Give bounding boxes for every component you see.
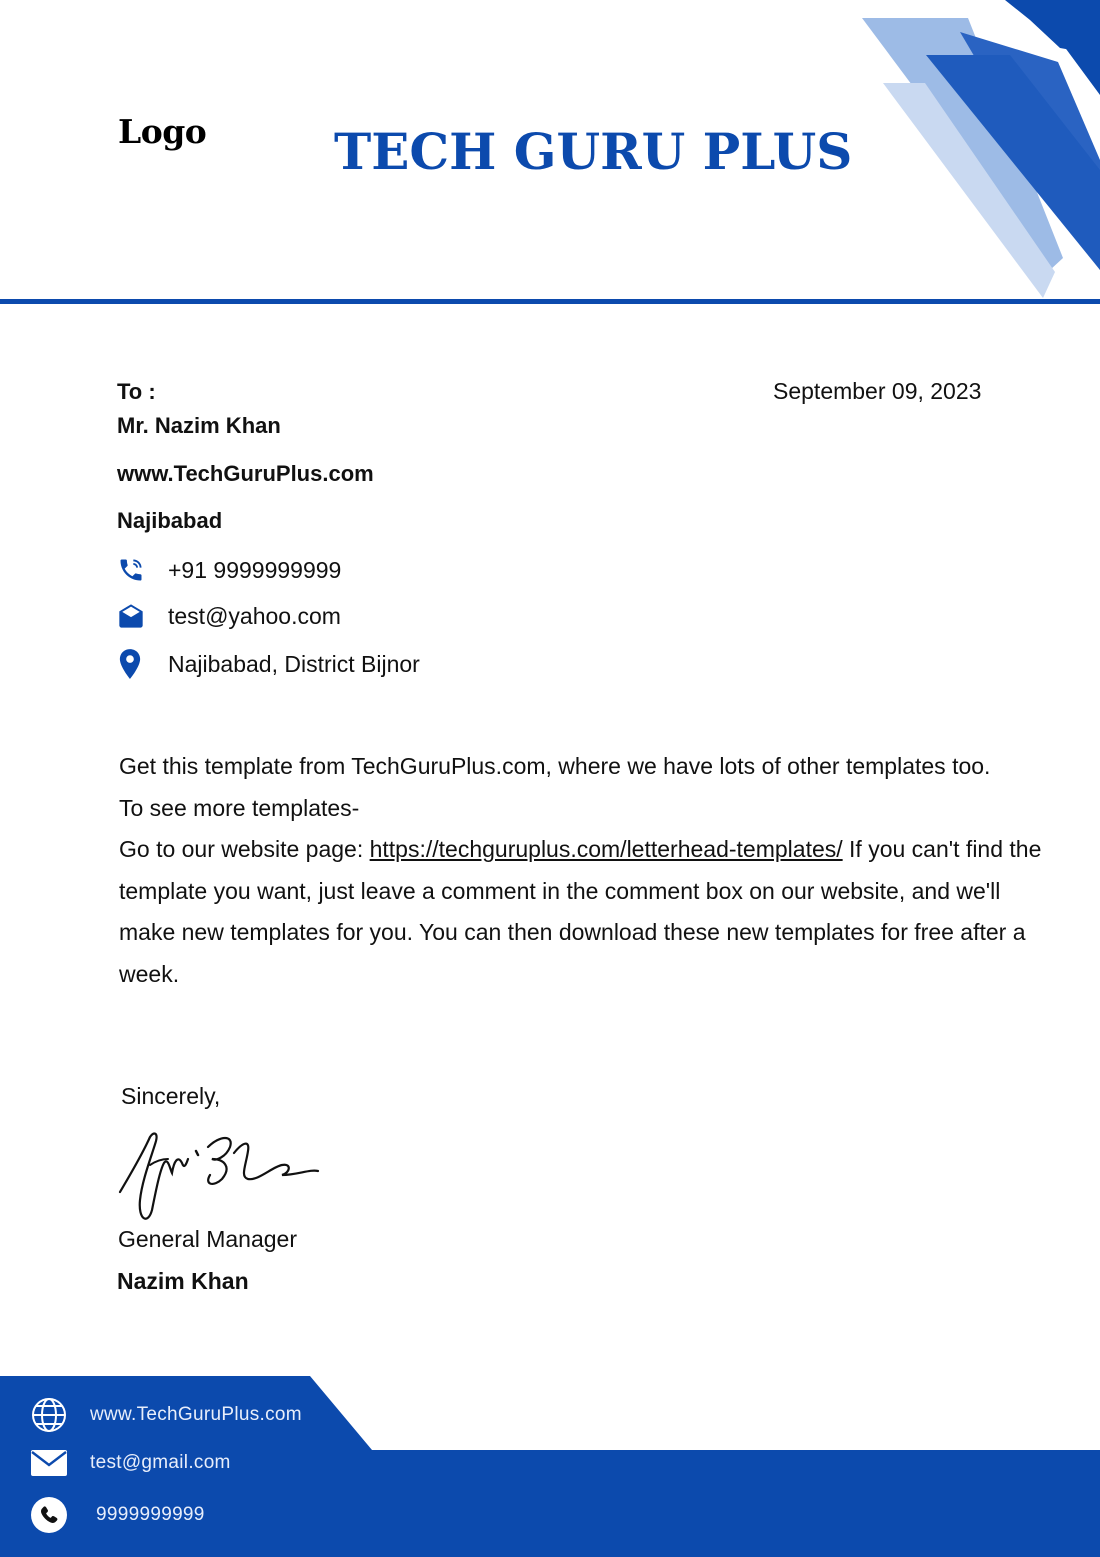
body-line-2: To see more templates- [119,794,360,821]
letter-date: September 09, 2023 [773,378,982,404]
contact-address-row [117,648,420,680]
signer-name: Nazim Khan [117,1268,249,1294]
body-paragraph [119,829,1049,995]
contact-email: test@yahoo.com [168,602,341,629]
signature [112,1125,327,1230]
phone-icon [117,555,145,585]
footer-email: test@gmail.com [90,1452,231,1473]
footer-website: www.TechGuruPlus.com [90,1404,302,1425]
contact-email-row [117,600,341,632]
body-line-3-prefix: Go to our website page: [119,836,370,862]
footer-website-row [30,1395,302,1435]
envelope-icon [30,1444,68,1482]
contact-address: Najibabad, District Bijnor [168,650,420,677]
body-line-3-suffix: If you can't find the template you want, just leave a comment in the comment box on our website, and we'll make new templates for you. You can then download these new templates for free after a week. [119,836,1042,987]
closing-text: Sincerely, [121,1083,221,1109]
footer-phone-row [30,1495,205,1535]
mail-open-icon [117,601,145,631]
company-name: TECH GURU PLUS [334,122,853,181]
recipient-website: www.TechGuruPlus.com [117,461,374,486]
recipient-name: Mr. Nazim Khan [117,413,281,438]
to-label: To : [117,379,156,404]
footer-email-row [30,1443,231,1483]
contact-phone-row [117,554,342,586]
templates-link[interactable]: https://techguruplus.com/letterhead-templates/ [369,836,843,862]
recipient-city: Najibabad [117,508,223,533]
location-pin-icon [117,649,145,679]
logo-text: Logo [118,112,207,151]
letter-body [119,746,1049,995]
globe-icon [30,1396,68,1434]
contact-phone: +91 9999999999 [168,556,342,583]
footer-phone: 9999999999 [96,1504,205,1525]
phone-circle-icon [30,1496,68,1534]
signer-title: General Manager [118,1226,297,1252]
body-line-1: Get this template from TechGuruPlus.com, where we have lots of other templates too. [119,753,991,779]
